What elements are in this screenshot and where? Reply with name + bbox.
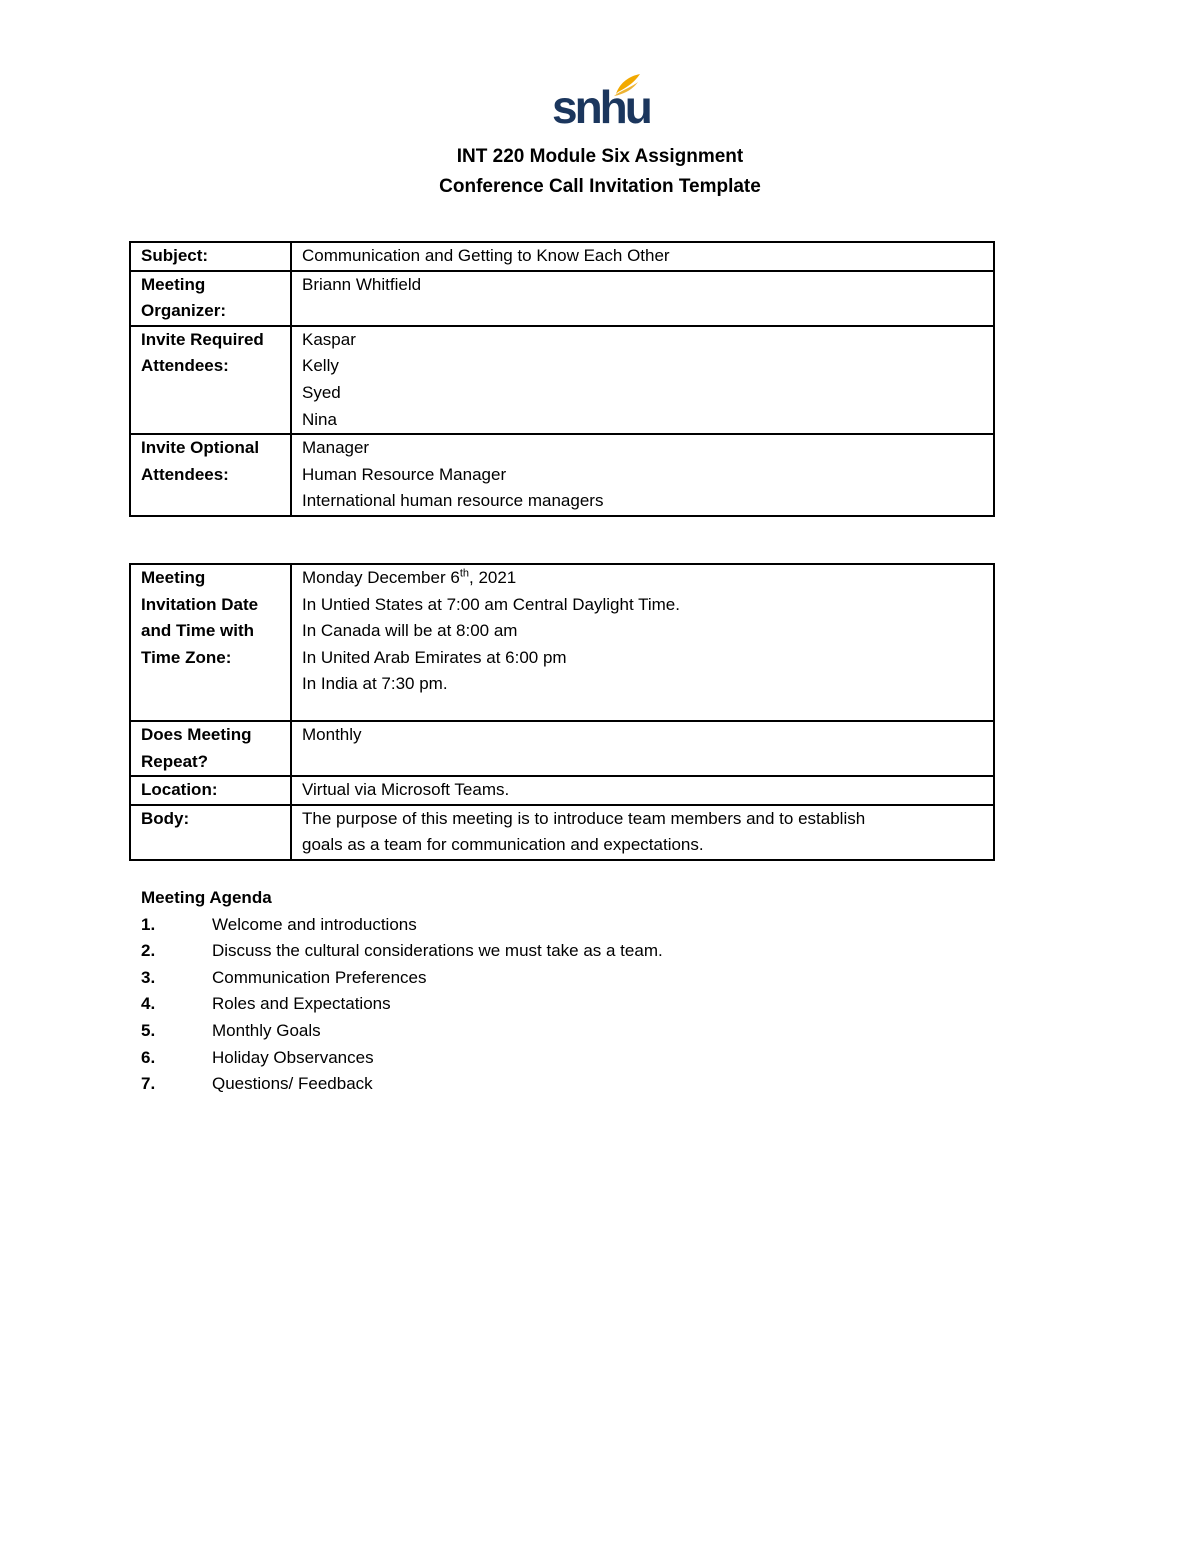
meeting-date-year: , 2021	[469, 568, 517, 587]
required-attendees-value	[291, 326, 994, 434]
time-zone-line: In United Arab Emirates at 6:00 pm	[302, 647, 567, 667]
required-attendee: Syed	[302, 382, 341, 402]
organizer-label-line: Organizer:	[141, 301, 227, 321]
body-label: Body:	[130, 805, 291, 860]
agenda-title: Meeting Agenda	[141, 888, 272, 907]
optional-attendees-value	[291, 434, 994, 516]
meeting-date	[302, 565, 983, 592]
time-zone-line: In Canada will be at 8:00 am	[302, 621, 518, 641]
time-zone-line: In Untied States at 7:00 am Central Daylight Time.	[302, 594, 680, 614]
agenda-text: Discuss the cultural considerations we must take as a team.	[212, 941, 663, 961]
agenda-text: Roles and Expectations	[212, 994, 391, 1014]
repeat-label	[130, 721, 291, 776]
agenda-item	[141, 1071, 373, 1098]
agenda-number: 1.	[141, 914, 156, 934]
required-label-line: Attendees:	[141, 356, 229, 376]
body-line: The purpose of this meeting is to introduce team members and to establish	[302, 808, 866, 828]
repeat-label-line: Does Meeting	[141, 724, 252, 744]
agenda-number: 2.	[141, 941, 156, 961]
optional-attendees-row	[130, 434, 994, 516]
agenda-text: Holiday Observances	[212, 1047, 374, 1067]
datetime-label-line: and Time with	[141, 621, 255, 641]
organizer-value: Briann Whitfield	[291, 271, 994, 326]
page-subtitle: Conference Call Invitation Template	[439, 176, 761, 197]
datetime-label-line: Time Zone:	[141, 647, 232, 667]
agenda-text: Welcome and introductions	[212, 914, 417, 934]
meeting-date-main: Monday December 6	[302, 568, 460, 587]
required-attendee: Nina	[302, 409, 337, 429]
page-title: INT 220 Module Six Assignment	[456, 146, 744, 167]
datetime-row	[130, 564, 994, 721]
logo-wordmark: snhu	[552, 81, 650, 133]
agenda-item	[141, 912, 417, 939]
agenda-number: 5.	[141, 1020, 156, 1040]
body-value	[291, 805, 994, 860]
repeat-row	[130, 721, 994, 776]
repeat-value: Monthly	[291, 721, 994, 776]
optional-attendee: International human resource managers	[302, 491, 604, 511]
organizer-row	[130, 271, 994, 326]
required-attendees-label	[130, 326, 291, 434]
meeting-agenda	[141, 885, 663, 1098]
datetime-label	[130, 564, 291, 721]
agenda-item	[141, 938, 663, 965]
optional-label-line: Attendees:	[141, 464, 229, 484]
required-label-line: Invite Required	[141, 329, 264, 349]
snhu-logo	[552, 72, 650, 134]
optional-label-line: Invite Optional	[141, 438, 260, 458]
subject-label: Subject:	[130, 242, 291, 271]
time-zone-line: In India at 7:30 pm.	[302, 674, 448, 694]
repeat-label-line: Repeat?	[141, 751, 209, 771]
spacer	[302, 698, 983, 720]
agenda-number: 6.	[141, 1047, 156, 1067]
datetime-label-line: Invitation Date	[141, 594, 259, 614]
agenda-text: Communication Preferences	[212, 967, 427, 987]
agenda-item	[141, 991, 391, 1018]
invitation-details-table	[129, 241, 995, 517]
datetime-value	[291, 564, 994, 721]
agenda-number: 7.	[141, 1074, 156, 1094]
organizer-label-line: Meeting	[141, 274, 206, 294]
optional-attendee: Human Resource Manager	[302, 464, 507, 484]
required-attendee: Kelly	[302, 356, 339, 376]
subject-row	[130, 242, 994, 271]
required-attendees-row	[130, 326, 994, 434]
subject-value: Communication and Getting to Know Each Other	[291, 242, 994, 271]
datetime-label-line: Meeting	[141, 568, 206, 587]
agenda-item	[141, 1045, 374, 1072]
location-label: Location:	[130, 776, 291, 805]
optional-attendee: Manager	[302, 438, 370, 458]
meeting-date-suffix: th	[459, 567, 469, 580]
agenda-item	[141, 965, 427, 992]
agenda-text: Questions/ Feedback	[212, 1074, 373, 1094]
required-attendee: Kaspar	[302, 329, 356, 349]
body-row	[130, 805, 994, 860]
body-line: goals as a team for communication and expectations.	[302, 835, 704, 855]
location-row	[130, 776, 994, 805]
agenda-number: 4.	[141, 994, 156, 1014]
agenda-item	[141, 1018, 321, 1045]
location-value: Virtual via Microsoft Teams.	[291, 776, 994, 805]
agenda-number: 3.	[141, 967, 156, 987]
optional-attendees-label	[130, 434, 291, 516]
meeting-schedule-table	[129, 563, 995, 861]
organizer-label	[130, 271, 291, 326]
agenda-text: Monthly Goals	[212, 1020, 321, 1040]
